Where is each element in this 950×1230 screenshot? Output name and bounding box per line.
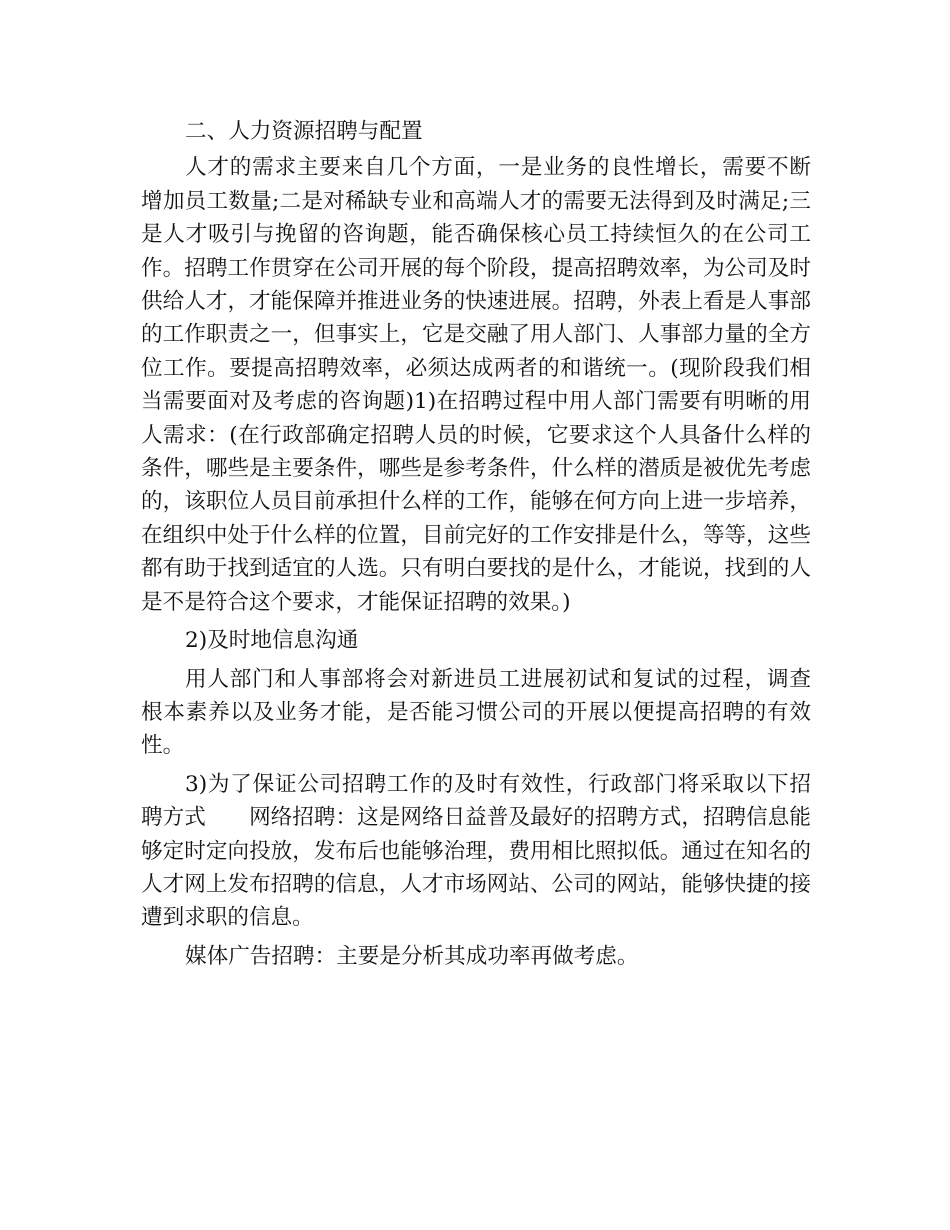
paragraph-talent-demand: 人才的需求主要来自几个方面，一是业务的良性增长，需要不断增加员工数量;二是对稀缺专业和高端人才的需要无法得到及时满足;三是人才吸引与挽留的咨询题，能否确保核心员工持续恒久的在公司工作。招聘工作贯穿在公司开展的每个阶段，提高招聘效率，为公司及时供给人才，才能保障并推进业务的快速进展。招聘，外表上看是人事部的工作职责之一，但事实上，它是交融了用人部门、人事部力量的全方位工作。要提高招聘效率，必须达成两者的和谐统一。(现阶段我们相当需要面对及考虑的咨询题)1)在招聘过程中用人部门需要有明晰的用人需求：(在行政部确定招聘人员的时候，它要求这个人具备什么样的条件，哪些是主要条件，哪些是参考条件，什么样的潜质是被优先考虑的，该职位人员目前承担什么样的工作，能够在何方向上进一步培养，在组织中处于什么样的位置，目前完好的工作安排是什么，等等，这些都有助于找到适宜的人选。只有明白要找的是什么，才能说，找到的人是不是符合这个要求，才能保证招聘的效果。)	[141, 155, 811, 615]
document-page	[141, 115, 811, 978]
paragraph-interview-process: 用人部门和人事部将会对新进员工进展初试和复试的过程，调查根本素养以及业务才能，是否能习惯公司的开展以便提高招聘的有效性。	[141, 666, 811, 759]
paragraph-media-ads: 媒体广告招聘：主要是分析其成功率再做考虑。	[185, 943, 639, 969]
paragraph-recruitment-methods: 3)为了保证公司招聘工作的及时有效性，行政部门将采取以下招聘方式 网络招聘：这是网络日益普及最好的招聘方式，招聘信息能够定时定向投放，发布后也能够治理，费用相比照拟低。通过在知名的人才网上发布招聘的信息，人才市场网站、公司的网站，能够快捷的接遭到求职的信息。	[141, 771, 811, 931]
section-heading: 二、人力资源招聘与配置	[185, 119, 423, 144]
paragraph-info-communication-title: 2)及时地信息沟通	[185, 628, 359, 654]
